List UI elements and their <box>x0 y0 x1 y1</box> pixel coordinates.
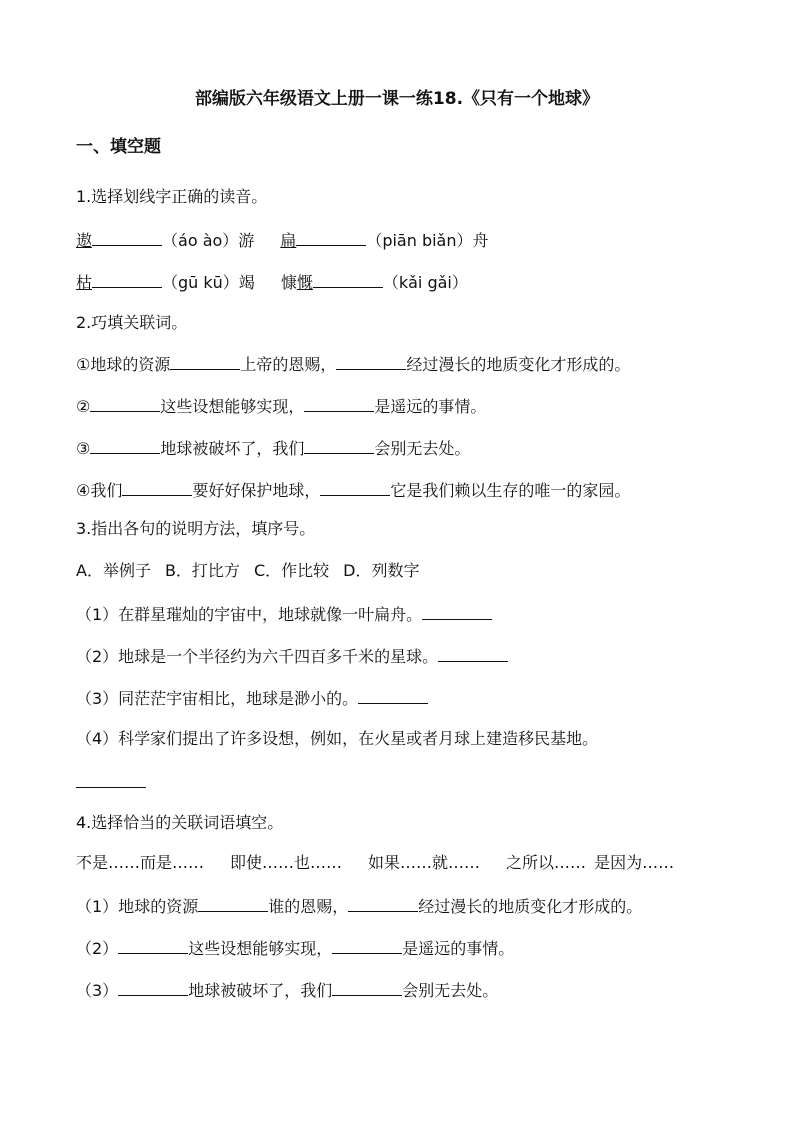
answer-blank[interactable] <box>92 270 162 288</box>
answer-blank[interactable] <box>332 978 402 996</box>
section-heading: 一、填空题 <box>76 137 161 157</box>
answer-blank[interactable] <box>118 936 188 954</box>
option: 即使……也…… <box>230 853 343 872</box>
q3-item-4-answer <box>76 770 146 794</box>
answer-blank[interactable] <box>118 978 188 996</box>
answer-blank[interactable] <box>336 352 406 370</box>
q4-options <box>76 852 674 874</box>
answer-blank[interactable] <box>422 602 492 620</box>
q4-item-1: （1）地球的资源 谁的恩赐， 经过漫长的地质变化才形成的。 <box>76 894 642 918</box>
option: 之所以…… <box>506 853 587 872</box>
pinyin-options: （kǎi gǎi） <box>382 273 468 292</box>
page-title: 部编版六年级语文上册一课一练18.《只有一个地球》 <box>194 89 600 109</box>
answer-blank[interactable] <box>358 686 428 704</box>
answer-blank[interactable] <box>304 436 374 454</box>
q1-heading: 1.选择划线字正确的读音。 <box>76 187 268 206</box>
option: 如果……就…… <box>368 853 481 872</box>
q1-row1 <box>76 228 489 252</box>
answer-blank[interactable] <box>304 394 374 412</box>
underlined-char: 扁 <box>280 231 297 250</box>
option: 是因为…… <box>594 853 675 872</box>
option: D．列数字 <box>343 561 420 580</box>
answer-blank[interactable] <box>296 228 366 246</box>
option: C．作比较 <box>253 561 330 580</box>
answer-blank[interactable] <box>438 644 508 662</box>
q2-item-4: ④我们 要好好保护地球， 它是我们赖以生存的唯一的家园。 <box>76 478 630 502</box>
q3-heading: 3.指出各句的说明方法，填序号。 <box>76 519 316 538</box>
q2-item-1: ①地球的资源 上帝的恩赐， 经过漫长的地质变化才形成的。 <box>76 352 630 376</box>
q3-item-1: （1）在群星璀灿的宇宙中，地球就像一叶扁舟。 <box>76 602 492 626</box>
q3-item-3: （3）同茫茫宇宙相比，地球是渺小的。 <box>76 686 428 710</box>
q4-item-3: （3） 地球被破坏了，我们 会别无去处。 <box>76 978 498 1002</box>
answer-blank[interactable] <box>313 270 383 288</box>
q3-options <box>76 560 419 582</box>
pinyin-options: （áo ào）游 <box>162 231 255 250</box>
q3-item-4: （4）科学家们提出了许多设想，例如，在火星或者月球上建造移民基地。 <box>76 729 599 748</box>
q1-row2 <box>76 270 468 294</box>
answer-blank[interactable] <box>198 894 268 912</box>
word-prefix: 慷 <box>280 273 297 292</box>
underlined-char: 遨 <box>76 231 93 250</box>
option: 不是……而是…… <box>76 853 205 872</box>
answer-blank[interactable] <box>332 936 402 954</box>
answer-blank[interactable] <box>92 228 162 246</box>
answer-blank[interactable] <box>170 352 240 370</box>
option: A．举例子 <box>76 561 151 580</box>
answer-blank[interactable] <box>320 478 390 496</box>
q4-heading: 4.选择恰当的关联词语填空。 <box>76 813 284 832</box>
underlined-char: 慨 <box>296 273 313 292</box>
pinyin-options: （gū kū）竭 <box>162 273 255 292</box>
option: B．打比方 <box>164 561 240 580</box>
answer-blank[interactable] <box>122 478 192 496</box>
answer-blank[interactable] <box>90 436 160 454</box>
answer-blank[interactable] <box>90 394 160 412</box>
q3-item-2: （2）地球是一个半径约为六千四百多千米的星球。 <box>76 644 508 668</box>
underlined-char: 枯 <box>76 273 93 292</box>
answer-blank[interactable] <box>348 894 418 912</box>
q2-item-3: ③ 地球被破坏了，我们 会别无去处。 <box>76 436 470 460</box>
pinyin-options: （piān biǎn）舟 <box>366 231 489 250</box>
answer-blank[interactable] <box>76 770 146 788</box>
q2-heading: 2.巧填关联词。 <box>76 313 188 332</box>
q4-item-2: （2） 这些设想能够实现， 是遥远的事情。 <box>76 936 514 960</box>
q2-item-2: ② 这些设想能够实现， 是遥远的事情。 <box>76 394 486 418</box>
